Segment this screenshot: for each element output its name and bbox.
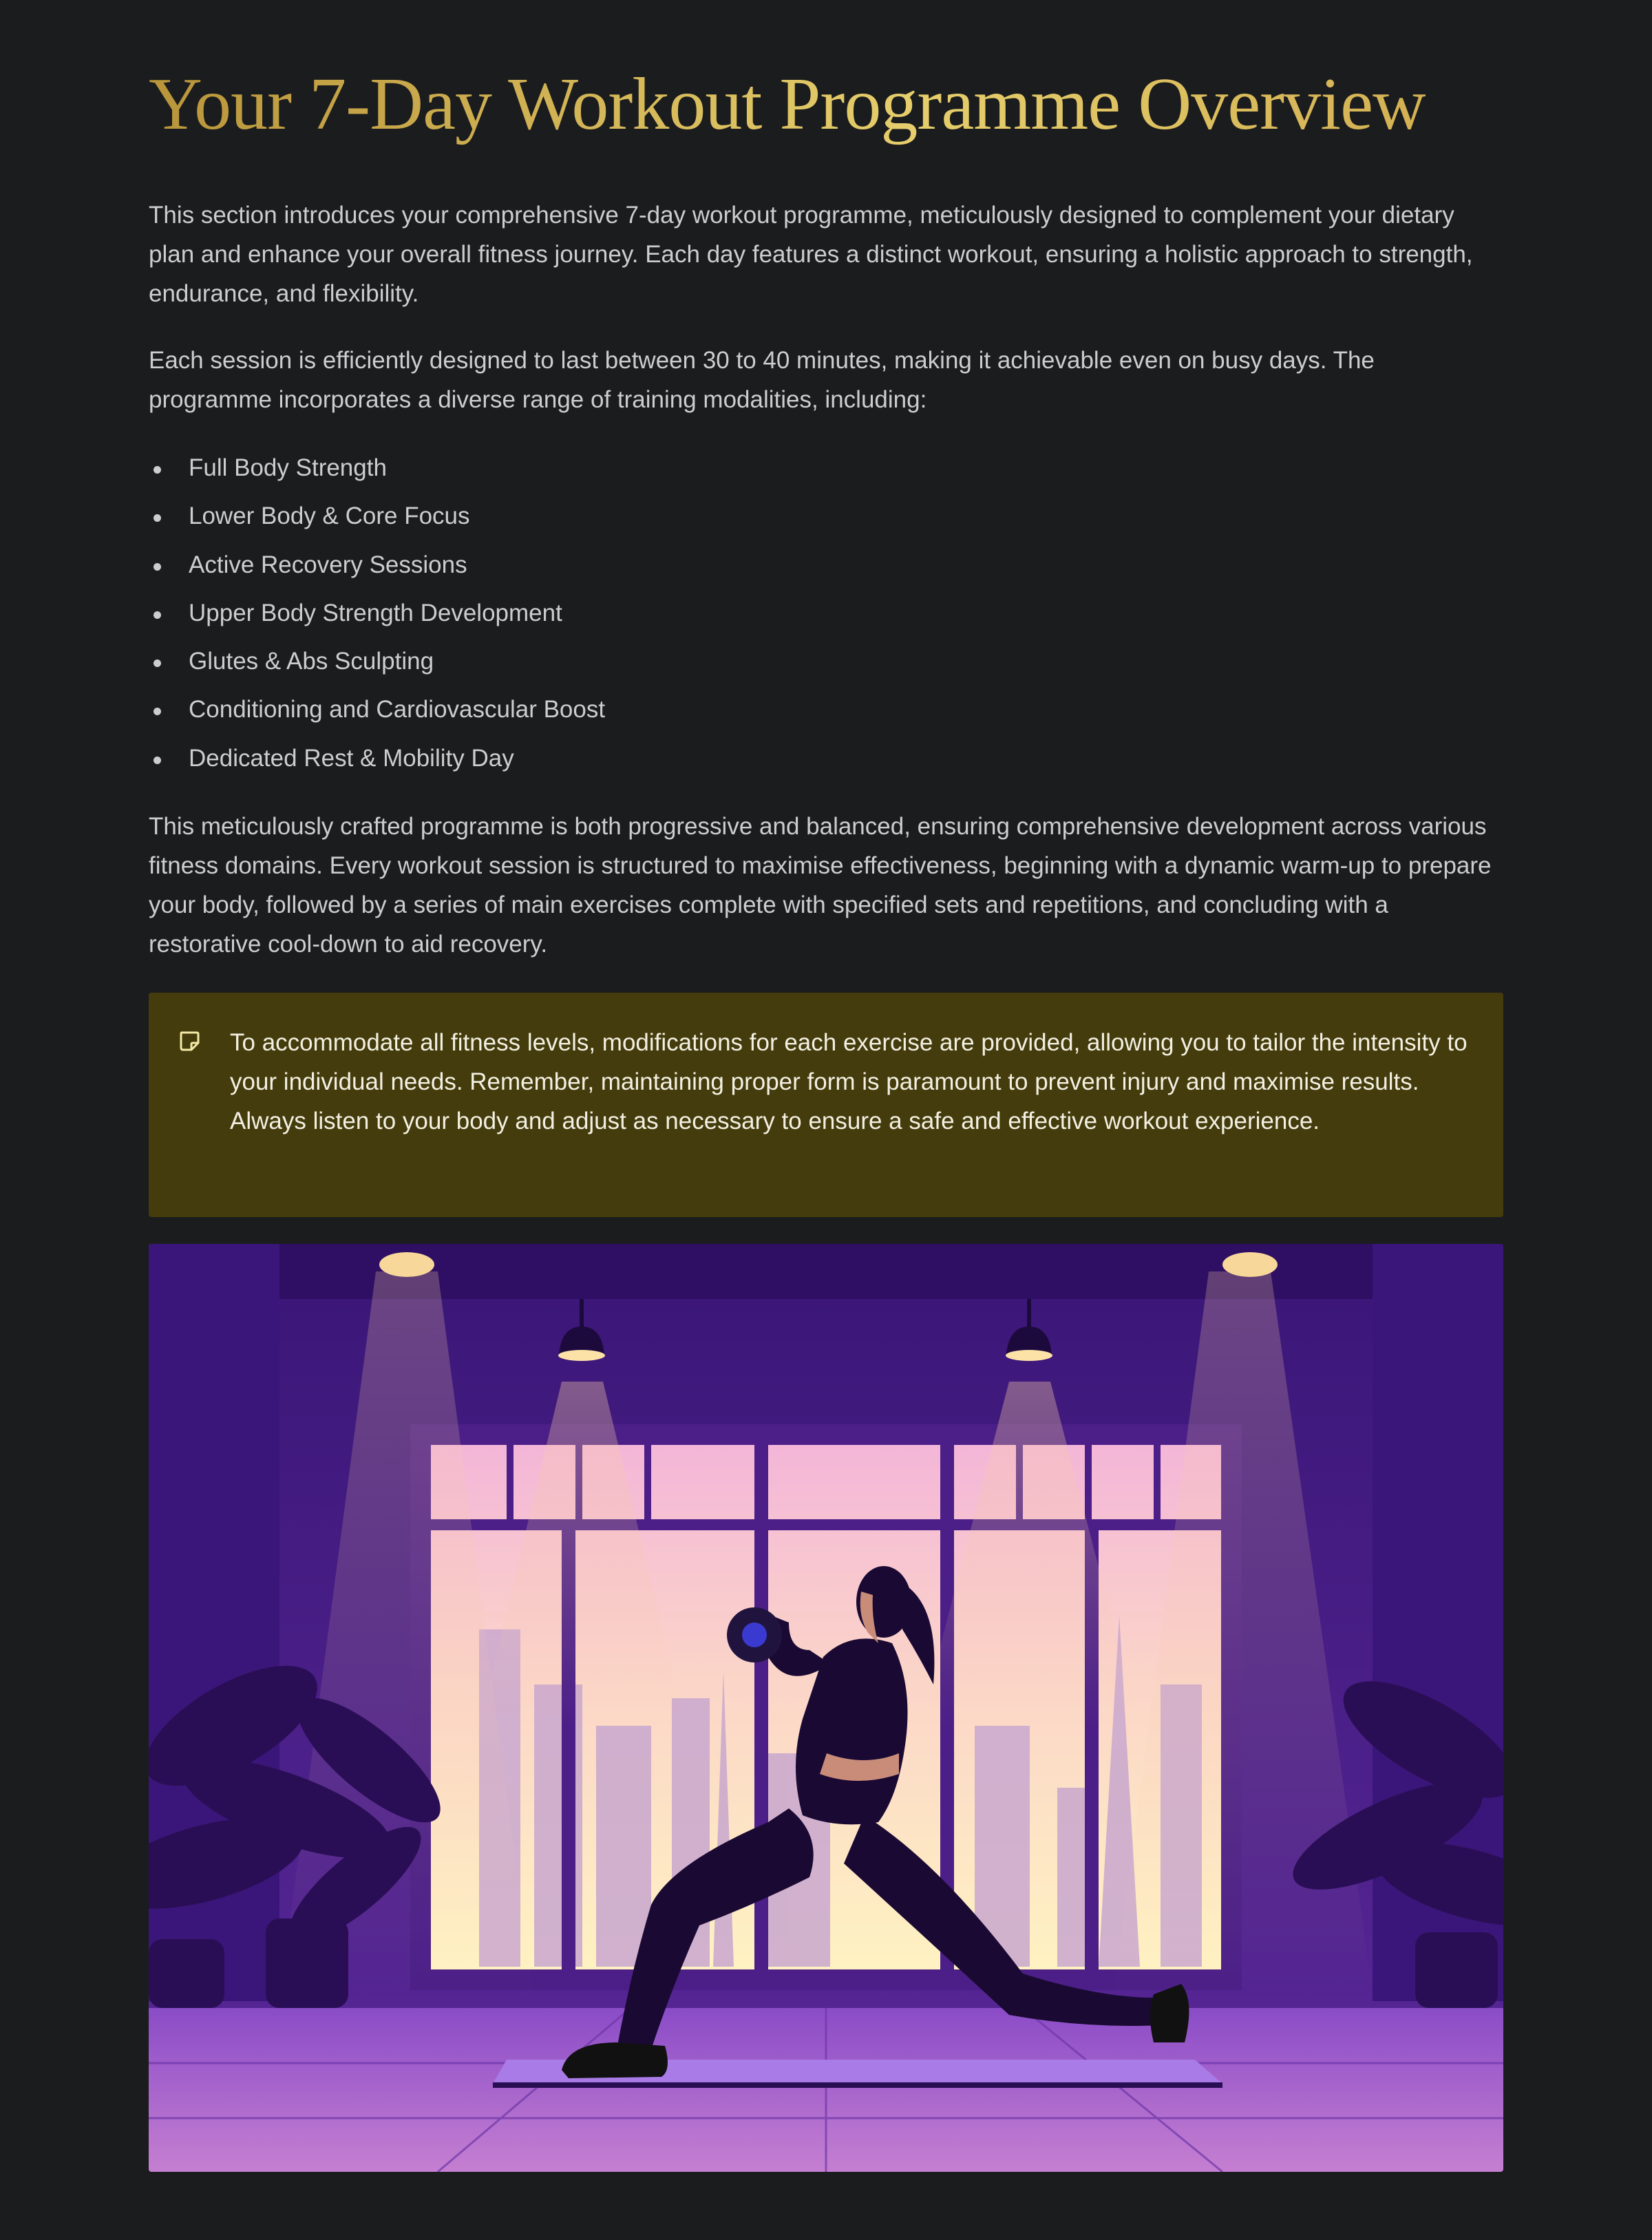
bullet-dot (153, 466, 161, 474)
callout-text: To accommodate all fitness levels, modifications for each exercise are provided, allowing you to tailor the intensity to your individual needs. Remember, maintaining proper form is paramount to prevent injury and maximise results. Always listen to your body and adjust as necessary to ensure a safe and effective workout experience. (230, 1029, 1468, 1134)
list-item (149, 739, 605, 787)
list-item-label: Dedicated Rest & Mobility Day (189, 744, 514, 772)
list-item-label: Glutes & Abs Sculpting (189, 648, 434, 675)
tip-callout (149, 993, 1503, 1217)
bullet-dot (153, 708, 161, 715)
list-item-label: Active Recovery Sessions (189, 551, 467, 578)
bullet-dot (153, 563, 161, 571)
lunge-illustration-svg (149, 1244, 1503, 2172)
list-item (149, 496, 605, 545)
list-item-label: Conditioning and Cardiovascular Boost (189, 696, 606, 723)
modalities-list (149, 448, 605, 787)
workout-illustration (149, 1244, 1503, 2172)
list-item (149, 593, 605, 642)
intro-paragraph: This section introduces your comprehensive 7-day workout programme, meticulously designed to complement your dietary plan and enhance your overall fitness journey. Each day features a distinct workout, ensuring a holistic approach to strength, endurance, and flexibility. (149, 202, 1473, 307)
note-icon (178, 1029, 201, 1053)
list-item (149, 642, 605, 690)
list-item-label: Full Body Strength (189, 454, 387, 481)
duration-paragraph: Each session is efficiently designed to last between 30 to 40 minutes, making it achievable even on busy days. The programme incorporates a diverse range of training modalities, including: (149, 347, 1375, 413)
bullet-dot (153, 659, 161, 667)
list-item-label: Lower Body & Core Focus (189, 503, 470, 530)
list-item-label: Upper Body Strength Development (189, 599, 562, 626)
bullet-dot (153, 611, 161, 619)
bullet-dot (153, 514, 161, 522)
list-item (149, 690, 605, 738)
list-item (149, 545, 605, 593)
structure-paragraph: This meticulously crafted programme is both progressive and balanced, ensuring comprehensive development across various fitness domains. Every workout session is structured to maximise effectiveness, beginning with a dynamic warm-up to prepare your body, followed by a series of main exercises complete with specified sets and repetitions, and concluding with a restorative cool-down to aid recovery. (149, 813, 1492, 958)
bullet-dot (153, 757, 161, 764)
list-item (149, 448, 605, 496)
page-title: Your 7-Day Workout Programme Overview (149, 61, 1426, 149)
